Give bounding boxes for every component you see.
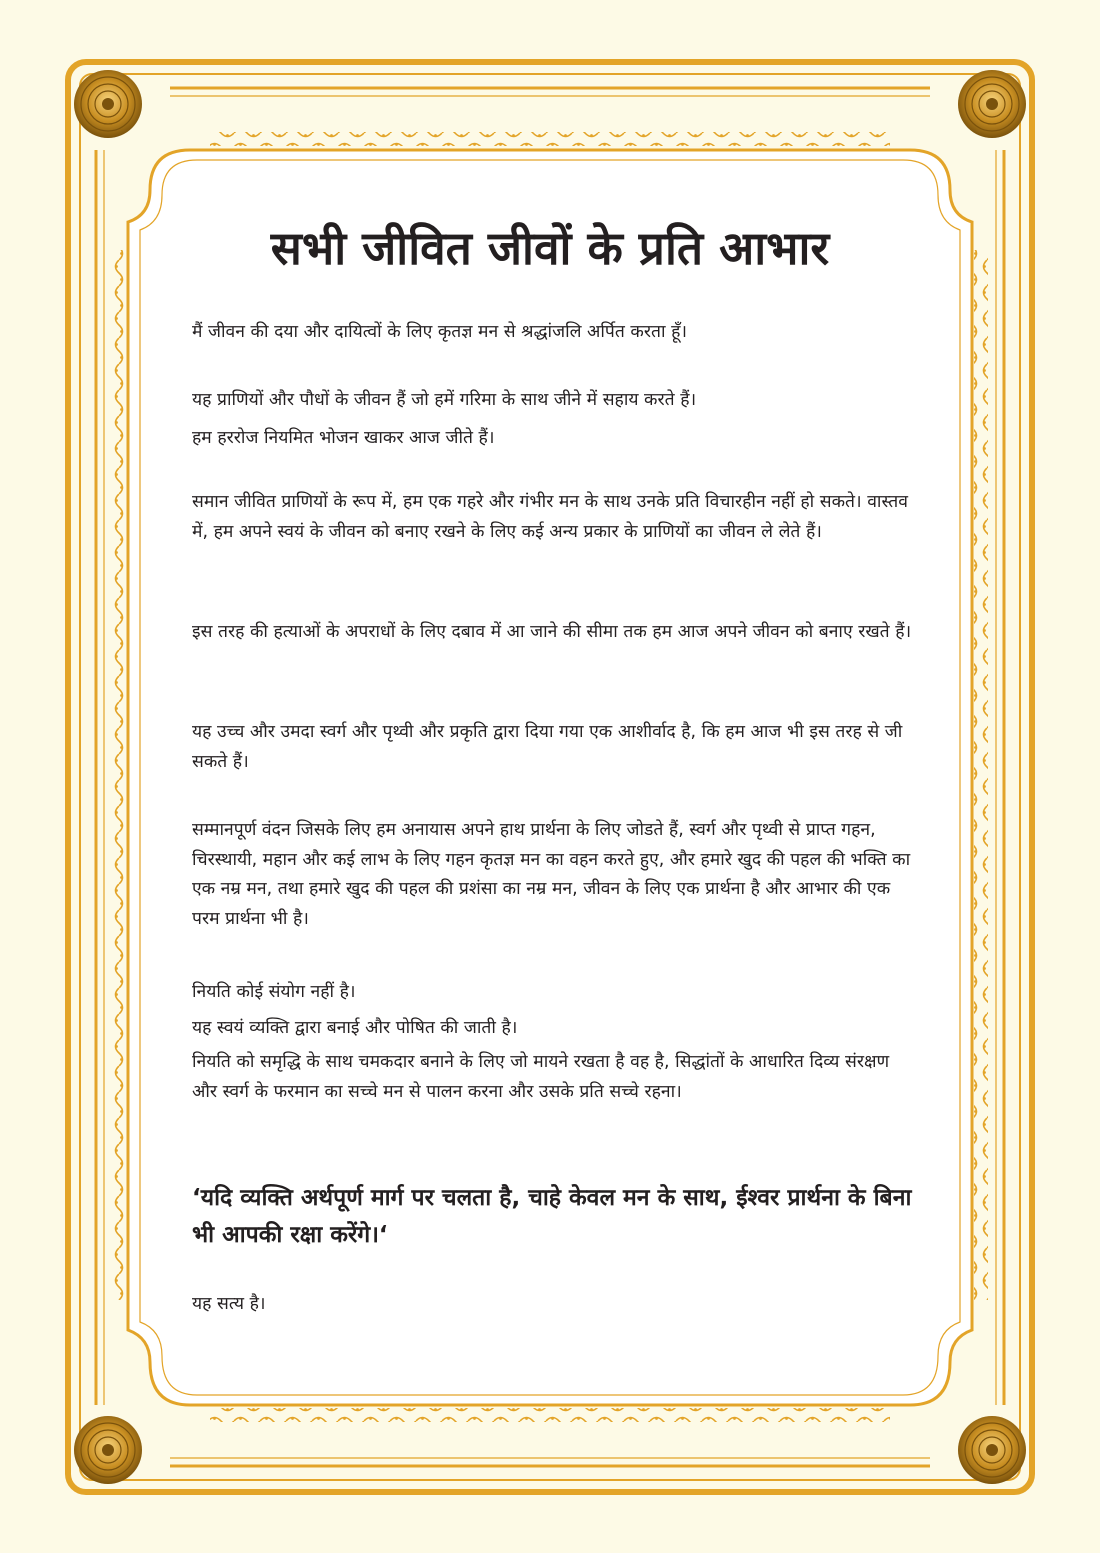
page-title: सभी जीवित जीवों के प्रति आभार xyxy=(270,221,830,275)
paragraph-4: समान जीवित प्राणियों के रूप में, हम एक गहरे और गंभीर मन के साथ उनके प्रति विचारहीन नहीं हो सकते। वास्तव में, हम अपने स्वयं के जीवन को बनाए रखने के लिए कई अन्य प्रकार के प्राणियों का जीवन ले लेते हैं। xyxy=(192,492,908,542)
paragraph-6: यह उच्च और उमदा स्वर्ग और पृथ्वी और प्रकृति द्वारा दिया गया एक आशीर्वाद है, कि हम आज भी इस तरह से जी सकते हैं। xyxy=(192,722,903,772)
closing-line: यह सत्य है। xyxy=(192,1294,266,1314)
paragraph-9: यह स्वयं व्यक्ति द्वारा बनाई और पोषित की जाती है। xyxy=(192,1018,518,1038)
paragraph-1: मैं जीवन की दया और दायित्वों के लिए कृतज्ञ मन से श्रद्धांजलि अर्पित करता हूँ। xyxy=(192,322,688,342)
paragraph-5: इस तरह की हत्याओं के अपराधों के लिए दबाव में आ जाने की सीमा तक हम आज अपने जीवन को बनाए रखते हैं। xyxy=(192,622,912,642)
paragraph-2: यह प्राणियों और पौधों के जीवन हैं जो हमें गरिमा के साथ जीने में सहाय करते हैं। xyxy=(192,390,697,410)
paragraph-10: नियति को समृद्धि के साथ चमकदार बनाने के लिए जो मायने रखता है वह है, सिद्धांतों के आधारित दिव्य संरक्षण और स्वर्ग के फरमान का सच्चे मन से पालन करना और उसके प्रति सच्चे रहना। xyxy=(192,1052,890,1102)
paragraph-7: सम्मानपूर्ण वंदन जिसके लिए हम अनायास अपने हाथ प्रार्थना के लिए जोडते हैं, स्वर्ग और पृथ्वी से प्राप्त गहन, चिरस्थायी, महान और कई लाभ के लिए गहन कृतज्ञ मन का वहन करते हुए, और हमारे खुद की पहल की भक्ति का एक नम्र मन, तथा हमारे खुद की पहल की प्रशंसा का नम्र मन, जीवन के लिए एक प्रार्थना है और आभार की एक परम प्रार्थना भी है। xyxy=(192,820,911,929)
corner-medallion-bottom-left xyxy=(74,1416,142,1484)
paragraph-3: हम हररोज नियमित भोजन खाकर आज जीते हैं। xyxy=(192,428,495,448)
highlighted-quote: ‘यदि व्यक्ति अर्थपूर्ण मार्ग पर चलता है, चाहे केवल मन के साथ, ईश्वर प्रार्थना के बिना भी आपकी रक्षा करेंगे।‘ xyxy=(192,1185,912,1248)
corner-medallion-top-right xyxy=(958,70,1026,138)
paragraph-8: नियति कोई संयोग नहीं है। xyxy=(192,982,356,1002)
corner-medallion-bottom-right xyxy=(958,1416,1026,1484)
corner-medallion-top-left xyxy=(74,70,142,138)
